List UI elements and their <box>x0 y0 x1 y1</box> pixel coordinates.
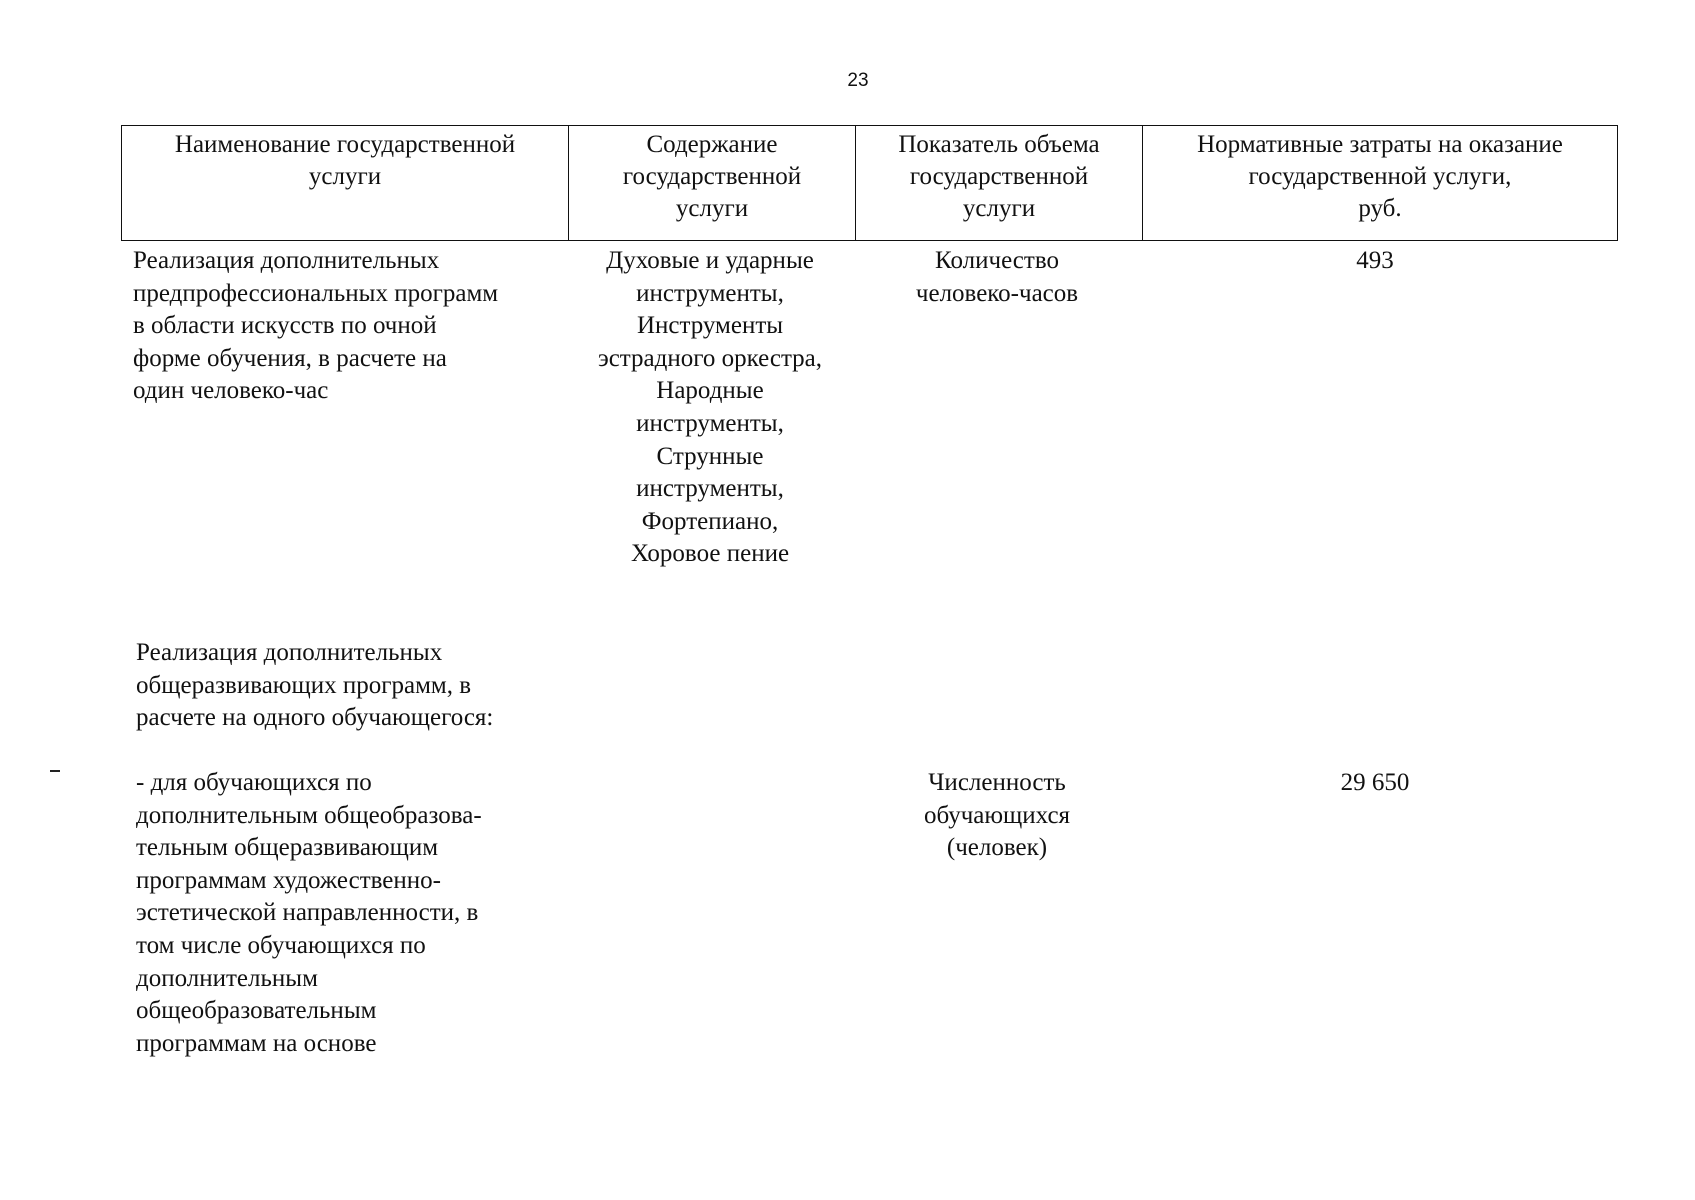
header-line: руб. <box>1358 195 1402 222</box>
row2-service-name <box>136 767 482 1060</box>
text-line: один человеко-час <box>133 377 329 405</box>
text-line: Реализация дополнительных <box>133 247 440 274</box>
row1-volume-indicator <box>857 245 1137 310</box>
header-line: государственной <box>622 163 802 190</box>
text-line: Численность <box>928 769 1066 796</box>
text-line: эстетической направленности, в <box>136 899 479 927</box>
header-line: Наименование государственной <box>174 131 516 158</box>
text-line: предпрофессиональных программ <box>133 279 499 307</box>
text-line: инструменты, <box>636 475 784 503</box>
header-normative-cost <box>1143 126 1617 240</box>
text-line: (человек) <box>946 834 1048 862</box>
text-line: Духовые и ударные <box>606 247 814 274</box>
header-service-content <box>569 126 856 240</box>
text-line: тельным общеразвивающим <box>136 834 439 862</box>
text-line: в области искусств по очной <box>133 312 437 340</box>
text-line: Струнные <box>656 442 764 470</box>
header-line: услуги <box>962 195 1036 222</box>
text-line: Народные <box>656 377 764 405</box>
text-line: Фортепиано, <box>641 507 779 535</box>
row1-service-name <box>133 245 498 408</box>
text-line: инструменты, <box>636 409 784 437</box>
row1-service-content <box>570 245 850 571</box>
header-line: Содержание <box>646 131 778 158</box>
header-line: государственной <box>909 163 1089 190</box>
text-line: расчете на одного обучающегося: <box>136 704 494 732</box>
margin-dash-mark <box>50 770 60 772</box>
text-line: форме обучения, в расчете на <box>133 344 447 372</box>
text-line: дополнительным общеобразова- <box>136 801 482 829</box>
row2-volume-indicator <box>857 767 1137 865</box>
page-number: 23 <box>847 70 869 91</box>
text-line: Количество <box>935 247 1059 274</box>
text-line: Реализация дополнительных <box>136 639 443 666</box>
header-line: государственной услуги, <box>1248 163 1512 190</box>
row2-normative-cost: 29 650 <box>1340 769 1410 796</box>
header-line: услуги <box>308 163 382 190</box>
text-line: Инструменты <box>636 312 784 340</box>
text-line: Хоровое пение <box>630 540 790 568</box>
header-service-name <box>122 126 569 240</box>
text-line: обучающихся <box>923 801 1071 829</box>
text-line: инструменты, <box>636 279 784 307</box>
text-line: общеразвивающих программ, в <box>136 671 472 699</box>
table-header <box>121 125 1618 241</box>
row2-intro <box>136 637 493 735</box>
text-line: дополнительным <box>136 964 318 992</box>
header-line: услуги <box>675 195 749 222</box>
header-line: Нормативные затраты на оказание <box>1197 131 1563 158</box>
text-line: человеко-часов <box>915 279 1079 307</box>
text-line: программам художественно- <box>136 866 441 894</box>
text-line: программам на основе <box>136 1029 377 1057</box>
text-line: общеобразовательным <box>136 997 377 1025</box>
row1-normative-cost: 493 <box>1356 247 1394 274</box>
header-volume-indicator <box>856 126 1143 240</box>
text-line: эстрадного оркестра, <box>597 344 823 372</box>
text-line: том числе обучающихся по <box>136 931 426 959</box>
text-line: - для обучающихся по <box>136 769 372 796</box>
header-line: Показатель объема <box>898 131 1100 158</box>
